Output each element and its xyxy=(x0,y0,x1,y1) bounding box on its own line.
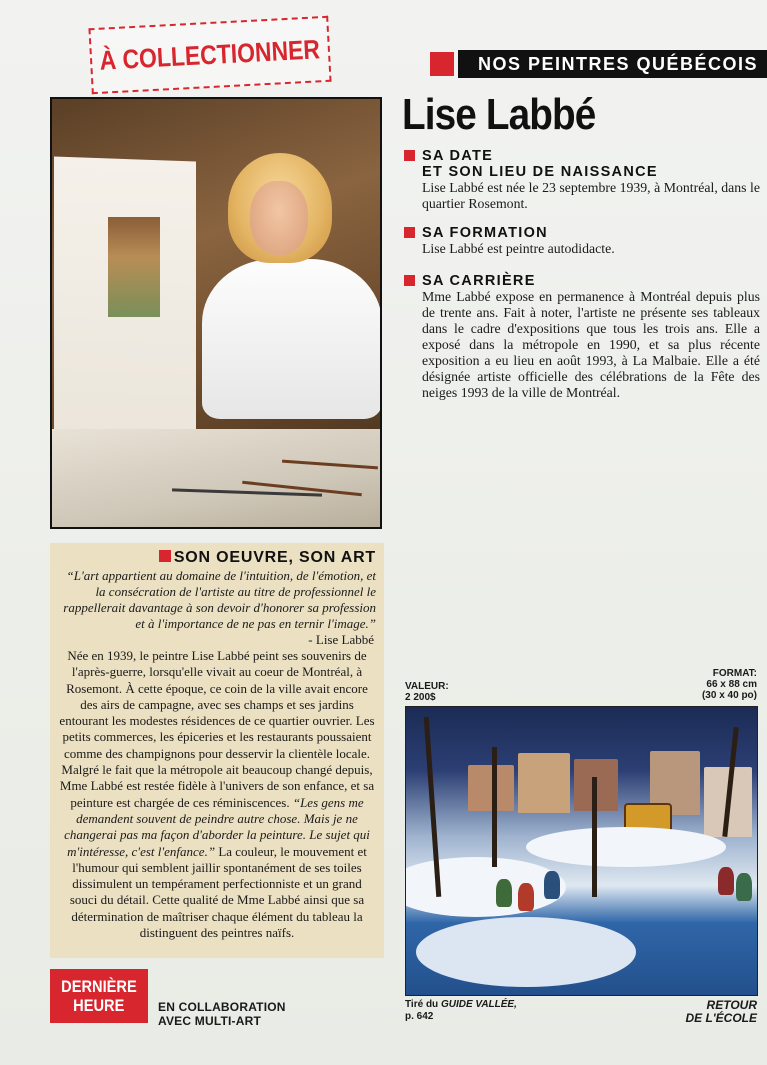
section-carriere xyxy=(402,273,760,401)
painting-title: RETOUR DE L'ÉCOLE xyxy=(685,998,757,1025)
collaboration-note: EN COLLABORATION AVEC MULTI-ART xyxy=(158,1000,286,1028)
painting-child xyxy=(496,879,512,907)
painting-building xyxy=(518,753,570,813)
format-label: FORMAT: 66 x 88 cm (30 x 40 po) xyxy=(701,668,757,701)
section-heading: SA DATE ET SON LIEU DE NAISSANCE xyxy=(402,148,760,180)
painting-snowbank xyxy=(416,917,636,987)
section-heading: SA CARRIÈRE xyxy=(402,273,760,289)
painting-child xyxy=(718,867,734,895)
header-band-square xyxy=(430,52,454,76)
derniere-heure-logo: DERNIÈRE HEURE xyxy=(50,969,148,1023)
section-body: Lise Labbé est née le 23 septembre 1939, à Montréal, dans le quartier Rosemont. xyxy=(422,180,760,211)
paint-table xyxy=(52,429,382,529)
collection-stamp: À COLLECTIONNER xyxy=(88,16,331,94)
section-formation xyxy=(402,225,760,257)
quote-author: - Lise Labbé xyxy=(308,632,374,647)
painting-child xyxy=(518,883,534,911)
artist-portrait-photo xyxy=(50,97,382,529)
painting-building xyxy=(468,765,514,811)
oeuvre-heading: SON OEUVRE, SON ART xyxy=(58,549,376,567)
artist-face xyxy=(250,181,308,255)
painting-child xyxy=(736,873,752,901)
section-heading: SA FORMATION xyxy=(402,225,760,241)
painting-snowbank xyxy=(405,857,566,917)
painting-snowbank xyxy=(526,827,726,867)
red-square-icon xyxy=(404,227,415,238)
oeuvre-box xyxy=(50,543,384,958)
red-square-icon xyxy=(404,150,415,161)
section-body: Mme Labbé expose en permanence à Montréal depuis plus de trente ans. Fait à noter, l'artiste ne présente ses tableaux dans le cadre d'expositions que tous les trois ans. Elle a exposé dans la métropole en 1990, et sa plus récente exposition a eu lieu en août 1993, à La Malbaie. Elle a été désignée artiste officielle des célébrations de la Fête des neiges 1993 de la ville de Montréal. xyxy=(422,289,760,400)
section-body: Lise Labbé est peintre autodidacte. xyxy=(422,241,615,256)
header-band: NOS PEINTRES QUÉBÉCOIS xyxy=(458,50,767,78)
painting-retour-de-l-ecole xyxy=(405,706,758,996)
artist-name-title: Lise Labbé xyxy=(402,90,596,139)
oeuvre-text: Née en 1939, le peintre Lise Labbé peint ses souvenirs de l'après-guerre, lorsqu'elle vivait au coeur de Montréal, à Rosemont. À cette époque, ce coin de la ville avait encore des airs de campagne, avec ses champs et ses jardins entourant les modestes résidences de ce quartier ouvrier. Les petits commerces, les épiceries et les restaurants poussaient comme des champignons pour desservir la clientèle locale. Malgré le fait que la métropole ait beaucoup changé depuis, Mme Labbé est restée fidèle à l'univers de son enfance, et sa peinture est chargée de ces réminiscences. “Les gens me demandent souvent de peindre autre chose. Mais je ne changerai pas ma façon d'aborder la peinture. Le sujet qui m'intéresse, c'est l'enfance.” La couleur, le mouvement et l'humour qui semblent jaillir spontanément de ses toiles dissimulent un tempérament perfectionniste et un grand souci du détail. Cette qualité de Mme Labbé ainsi que sa détermination de maîtriser chaque élément du tableau la distinguent des peintres naïfs. xyxy=(59,648,375,941)
painting-tree xyxy=(492,747,497,867)
painting-credit: Tiré du GUIDE VALLÉE, p. 642 xyxy=(405,999,517,1022)
artist-quote: “L'art appartient au domaine de l'intuition, de l'émotion, et la consécration de l'artiste au titre de professionnel le rappellerait davantage à son devoir d'honorer sa profession et à l'importance de ne pas en ternir l'image.” xyxy=(63,568,376,631)
section-naissance xyxy=(402,148,760,212)
red-square-icon xyxy=(404,275,415,286)
artist-shirt xyxy=(202,259,382,419)
red-square-icon xyxy=(159,550,171,562)
painting-child xyxy=(544,871,560,899)
painting-tree xyxy=(592,777,597,897)
canvas-house-sketch xyxy=(108,217,160,317)
valeur-label: VALEUR: 2 200$ xyxy=(405,681,449,703)
